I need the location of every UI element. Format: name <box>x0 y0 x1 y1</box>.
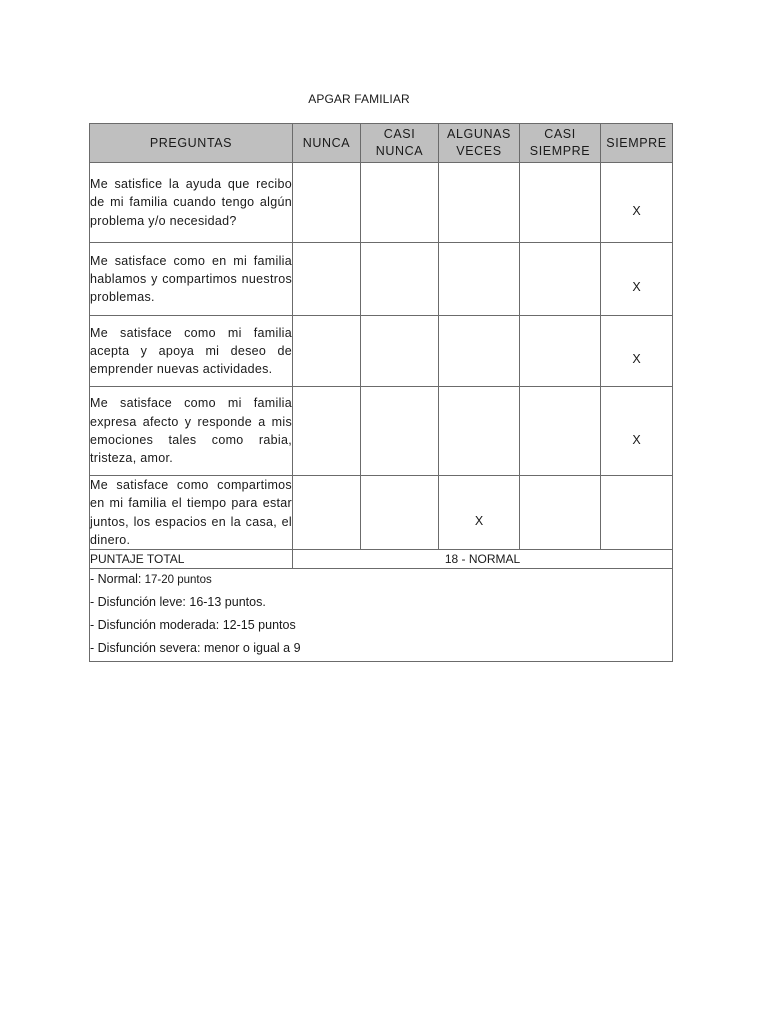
question-row <box>90 163 673 243</box>
header-casi-nunca-line1: CASI <box>383 127 416 141</box>
answer-siempre <box>601 163 673 243</box>
header-nunca: NUNCA <box>293 124 361 163</box>
question-text: Me satisface como compartimos en mi familia el tiempo para estar juntos, los espacios en la casa, el dinero. <box>90 476 293 550</box>
question-row <box>90 387 673 476</box>
answer-casi-siempre <box>520 387 601 476</box>
answer-mark: X <box>632 280 641 294</box>
header-casi-siempre-line1: CASI <box>544 127 576 141</box>
answer-siempre <box>601 243 673 316</box>
legend-detail: 17-20 puntos <box>141 574 212 587</box>
legend-bullet: - <box>90 618 98 633</box>
question-row <box>90 476 673 550</box>
legend-detail: 16-13 puntos. <box>185 595 266 610</box>
answer-casi-nunca <box>361 316 439 387</box>
question-text: Me satisfice la ayuda que recibo de mi familia cuando tengo algún problema y/o necesidad? <box>90 163 293 243</box>
legend-bullet: - <box>90 572 98 587</box>
answer-nunca <box>293 163 361 243</box>
header-algunas-veces-line2: VECES <box>456 144 502 158</box>
question-text: Me satisface como mi familia acepta y apoya mi deseo de emprender nuevas actividades. <box>90 316 293 387</box>
legend-label: Disfunción moderada: <box>97 618 220 633</box>
answer-algunas-veces <box>439 243 520 316</box>
answer-siempre <box>601 387 673 476</box>
answer-casi-nunca <box>361 387 439 476</box>
legend-row <box>90 569 673 662</box>
answer-algunas-veces <box>439 316 520 387</box>
legend-item-severa <box>90 638 672 661</box>
answer-casi-nunca <box>361 243 439 316</box>
question-row <box>90 243 673 316</box>
answer-algunas-veces <box>439 163 520 243</box>
legend-item-normal <box>90 569 672 592</box>
answer-mark: X <box>632 204 641 218</box>
answer-nunca <box>293 476 361 550</box>
legend-item-moderada <box>90 615 672 638</box>
score-legend <box>90 569 673 662</box>
header-algunas-veces-line1: ALGUNAS <box>447 127 511 141</box>
legend-label: Normal: <box>97 572 142 587</box>
total-value: 18 - NORMAL <box>293 550 673 569</box>
answer-casi-siempre <box>520 163 601 243</box>
legend-bullet: - <box>90 595 98 610</box>
legend-detail: 12-15 puntos <box>219 618 296 633</box>
question-row <box>90 316 673 387</box>
header-casi-nunca-line2: NUNCA <box>375 144 424 158</box>
answer-siempre <box>601 476 673 550</box>
legend-bullet: - <box>90 641 98 656</box>
answer-nunca <box>293 243 361 316</box>
header-casi-siempre-line2: SIEMPRE <box>529 144 591 158</box>
answer-casi-siempre <box>520 476 601 550</box>
question-text: Me satisface como mi familia expresa afecto y responde a mis emociones tales como rabia, tristeza, amor. <box>90 387 293 476</box>
answer-casi-nunca <box>361 476 439 550</box>
answer-algunas-veces <box>439 387 520 476</box>
answer-algunas-veces <box>439 476 520 550</box>
header-casi-nunca <box>361 124 439 163</box>
header-casi-siempre <box>520 124 601 163</box>
answer-casi-siempre <box>520 243 601 316</box>
total-row <box>90 550 673 569</box>
header-algunas-veces <box>439 124 520 163</box>
apgar-table <box>89 123 673 662</box>
document-title: APGAR FAMILIAR <box>308 92 410 106</box>
question-text: Me satisface como en mi familia hablamos y compartimos nuestros problemas. <box>90 243 293 316</box>
answer-mark: X <box>632 432 641 447</box>
legend-label: Disfunción severa: <box>97 641 201 656</box>
legend-label: Disfunción leve: <box>97 595 186 610</box>
answer-casi-siempre <box>520 316 601 387</box>
answer-mark: X <box>474 513 484 528</box>
header-preguntas: PREGUNTAS <box>90 124 293 163</box>
answer-casi-nunca <box>361 163 439 243</box>
total-label: PUNTAJE TOTAL <box>90 550 293 569</box>
answer-mark: X <box>632 352 641 366</box>
legend-detail: menor o igual a 9 <box>200 641 301 656</box>
answer-siempre <box>601 316 673 387</box>
header-siempre: SIEMPRE <box>601 124 673 163</box>
answer-nunca <box>293 316 361 387</box>
answer-nunca <box>293 387 361 476</box>
header-row <box>90 124 673 163</box>
legend-item-leve <box>90 592 672 615</box>
